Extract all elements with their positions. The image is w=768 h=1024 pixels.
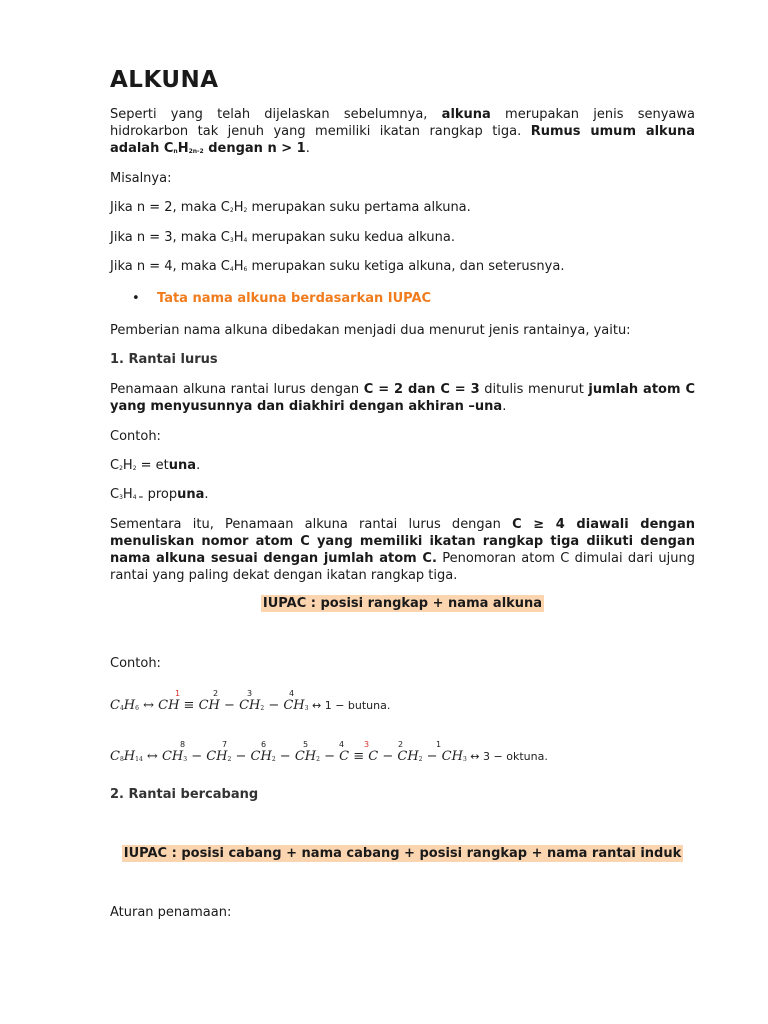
example-line: Jika n = 4, maka $C_4H_6$ merupakan suku ketiga alkuna, dan seterusnya. [110, 259, 565, 274]
bullet-dot-icon: • [132, 291, 140, 306]
iupac-rule-branched: IUPAC : posisi cabang + nama cabang + posisi rangkap + nama rantai induk [123, 846, 682, 861]
example-propyne: $C_3H_{4 =}$ propuna. [110, 487, 209, 502]
pemberian-paragraph: Pemberian nama alkuna dibedakan menjadi dua menurut jenis rantainya, yaitu: [110, 323, 631, 338]
sementara-paragraph: Sementara itu, Penamaan alkuna rantai lurus dengan C ≥ 4 diawali dengan menuliskan nomor atom C yang memiliki ikatan rangkap tiga diikuti dengan nama alkuna sesuai dengan jumlah atom C. Penomoran atom C dimulai dari ujung rantai yang paling dekat dengan ikatan rangkap tiga. [110, 517, 696, 583]
section-heading-rantai-bercabang: 2. Rantai bercabang [110, 787, 259, 802]
bullet-item [110, 290, 695, 308]
bullet-heading: Tata nama alkuna berdasarkan IUPAC [157, 291, 432, 306]
octyne-formula: $C_8H_{14}$ ↔ $CH_3 - CH_2 - CH_2 - CH_2 - C \equiv C - CH_2 - CH_3$ ↔ 3 − oktuna. [110, 749, 548, 764]
aturan-label: Aturan penamaan: [110, 905, 232, 920]
page-title: ALKUNA [110, 67, 219, 93]
contoh-label: Contoh: [110, 429, 161, 444]
example-line: Jika n = 3, maka $C_3H_4$ merupakan suku kedua alkuna. [110, 230, 456, 245]
carbon-number-row: 1 2 3 4 [175, 689, 295, 698]
intro-paragraph: Seperti yang telah dijelaskan sebelumnya, alkuna merupakan jenis senyawa hidrokarbon tak jenuh yang memiliki ikatan rangkap tiga. Rumus umum alkuna adalah $C_nH_{2n-2}$ dengan n > 1. [110, 107, 695, 156]
example-ethyne: $C_2H_2$ = etuna. [110, 458, 201, 473]
contoh-label-2: Contoh: [110, 656, 161, 671]
iupac-rule-straight: IUPAC : posisi rangkap + nama alkuna [262, 596, 543, 611]
section-heading-rantai-lurus: 1. Rantai lurus [110, 352, 218, 367]
misalnya-label: Misalnya: [110, 171, 172, 186]
rantai-lurus-paragraph: Penamaan alkuna rantai lurus dengan C = 2 dan C = 3 ditulis menurut jumlah atom C yang menyusunnya dan diakhiri dengan akhiran –una. [110, 382, 696, 414]
butyne-formula: $C_4H_6$ ↔ CH ≡ CH − $CH_2 - CH_3$ ↔ 1 − butuna. [110, 698, 391, 713]
example-line: Jika n = 2, maka $C_2H_2$ merupakan suku pertama alkuna. [110, 200, 471, 215]
carbon-number-row: 8 7 6 5 4 3 2 1 [180, 740, 442, 749]
